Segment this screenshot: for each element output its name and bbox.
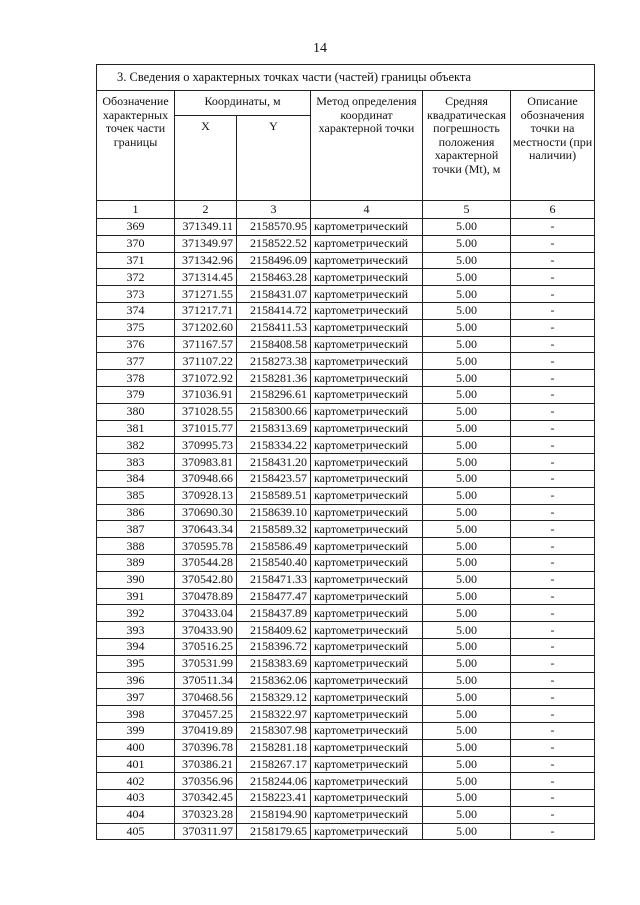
point-id-cell: 383 (97, 454, 175, 471)
point-id-cell: 386 (97, 504, 175, 521)
point-id-cell: 401 (97, 756, 175, 773)
point-id-cell: 384 (97, 470, 175, 487)
description-cell: - (511, 538, 595, 555)
x-coord-cell: 371167.57 (175, 336, 237, 353)
error-cell: 5.00 (423, 722, 511, 739)
y-coord-cell: 2158589.51 (237, 487, 311, 504)
point-id-cell: 382 (97, 437, 175, 454)
column-number: 3 (237, 201, 311, 219)
y-coord-cell: 2158408.58 (237, 336, 311, 353)
description-cell: - (511, 655, 595, 672)
method-cell: картометрический (311, 622, 423, 639)
y-coord-cell: 2158300.66 (237, 403, 311, 420)
error-cell: 5.00 (423, 437, 511, 454)
y-coord-cell: 2158307.98 (237, 722, 311, 739)
description-cell: - (511, 806, 595, 823)
table-row (97, 470, 595, 487)
header-description: Описание обозначения точки на местности (при наличии) (511, 91, 595, 201)
section-title: 3. Сведения о характерных точках части (частей) границы объекта (97, 65, 595, 91)
x-coord-cell: 370433.04 (175, 605, 237, 622)
table-row (97, 269, 595, 286)
description-cell: - (511, 437, 595, 454)
x-coord-cell: 370544.28 (175, 554, 237, 571)
point-id-cell: 376 (97, 336, 175, 353)
point-id-cell: 369 (97, 219, 175, 236)
error-cell: 5.00 (423, 571, 511, 588)
method-cell: картометрический (311, 302, 423, 319)
table-row (97, 336, 595, 353)
table-row (97, 806, 595, 823)
description-cell: - (511, 319, 595, 336)
error-cell: 5.00 (423, 454, 511, 471)
method-cell: картометрический (311, 706, 423, 723)
description-cell: - (511, 487, 595, 504)
description-cell: - (511, 386, 595, 403)
error-cell: 5.00 (423, 353, 511, 370)
description-cell: - (511, 370, 595, 387)
method-cell: картометрический (311, 806, 423, 823)
point-id-cell: 390 (97, 571, 175, 588)
y-coord-cell: 2158522.52 (237, 235, 311, 252)
description-cell: - (511, 336, 595, 353)
y-coord-cell: 2158463.28 (237, 269, 311, 286)
table-row (97, 655, 595, 672)
y-coord-cell: 2158322.97 (237, 706, 311, 723)
table-row (97, 403, 595, 420)
x-coord-cell: 371342.96 (175, 252, 237, 269)
x-coord-cell: 370433.90 (175, 622, 237, 639)
description-cell: - (511, 252, 595, 269)
description-cell: - (511, 504, 595, 521)
y-coord-cell: 2158411.53 (237, 319, 311, 336)
x-coord-cell: 370948.66 (175, 470, 237, 487)
description-cell: - (511, 790, 595, 807)
header-y: Y (237, 116, 311, 201)
description-cell: - (511, 773, 595, 790)
error-cell: 5.00 (423, 252, 511, 269)
x-coord-cell: 370516.25 (175, 638, 237, 655)
error-cell: 5.00 (423, 420, 511, 437)
column-number: 6 (511, 201, 595, 219)
table-row (97, 437, 595, 454)
error-cell: 5.00 (423, 487, 511, 504)
description-cell: - (511, 269, 595, 286)
description-cell: - (511, 588, 595, 605)
table-row (97, 622, 595, 639)
table-row (97, 487, 595, 504)
x-coord-cell: 370511.34 (175, 672, 237, 689)
error-cell: 5.00 (423, 235, 511, 252)
y-coord-cell: 2158570.95 (237, 219, 311, 236)
error-cell: 5.00 (423, 806, 511, 823)
description-cell: - (511, 706, 595, 723)
y-coord-cell: 2158586.49 (237, 538, 311, 555)
description-cell: - (511, 286, 595, 303)
method-cell: картометрический (311, 454, 423, 471)
x-coord-cell: 371015.77 (175, 420, 237, 437)
y-coord-cell: 2158431.20 (237, 454, 311, 471)
x-coord-cell: 371349.11 (175, 219, 237, 236)
table-row (97, 756, 595, 773)
method-cell: картометрический (311, 554, 423, 571)
y-coord-cell: 2158414.72 (237, 302, 311, 319)
x-coord-cell: 371314.45 (175, 269, 237, 286)
error-cell: 5.00 (423, 521, 511, 538)
method-cell: картометрический (311, 353, 423, 370)
x-coord-cell: 370995.73 (175, 437, 237, 454)
error-cell: 5.00 (423, 689, 511, 706)
point-id-cell: 398 (97, 706, 175, 723)
y-coord-cell: 2158273.38 (237, 353, 311, 370)
table-row (97, 538, 595, 555)
method-cell: картометрический (311, 689, 423, 706)
method-cell: картометрический (311, 739, 423, 756)
method-cell: картометрический (311, 252, 423, 269)
table-row (97, 689, 595, 706)
table-row (97, 823, 595, 840)
table-row (97, 454, 595, 471)
point-id-cell: 403 (97, 790, 175, 807)
point-id-cell: 372 (97, 269, 175, 286)
y-coord-cell: 2158396.72 (237, 638, 311, 655)
table-row (97, 722, 595, 739)
method-cell: картометрический (311, 420, 423, 437)
y-coord-cell: 2158281.36 (237, 370, 311, 387)
table-row (97, 386, 595, 403)
x-coord-cell: 371349.97 (175, 235, 237, 252)
y-coord-cell: 2158313.69 (237, 420, 311, 437)
table-row (97, 319, 595, 336)
table-row (97, 420, 595, 437)
point-id-cell: 402 (97, 773, 175, 790)
method-cell: картометрический (311, 605, 423, 622)
table-row (97, 219, 595, 236)
y-coord-cell: 2158296.61 (237, 386, 311, 403)
error-cell: 5.00 (423, 370, 511, 387)
header-method: Метод определения координат характерной точки (311, 91, 423, 201)
description-cell: - (511, 470, 595, 487)
point-id-cell: 379 (97, 386, 175, 403)
description-cell: - (511, 622, 595, 639)
method-cell: картометрический (311, 588, 423, 605)
y-coord-cell: 2158639.10 (237, 504, 311, 521)
y-coord-cell: 2158540.40 (237, 554, 311, 571)
point-id-cell: 399 (97, 722, 175, 739)
error-cell: 5.00 (423, 470, 511, 487)
x-coord-cell: 370457.25 (175, 706, 237, 723)
description-cell: - (511, 672, 595, 689)
error-cell: 5.00 (423, 302, 511, 319)
error-cell: 5.00 (423, 269, 511, 286)
method-cell: картометрический (311, 386, 423, 403)
description-cell: - (511, 823, 595, 840)
description-cell: - (511, 521, 595, 538)
error-cell: 5.00 (423, 554, 511, 571)
table-row (97, 521, 595, 538)
x-coord-cell: 371271.55 (175, 286, 237, 303)
x-coord-cell: 370595.78 (175, 538, 237, 555)
point-id-cell: 389 (97, 554, 175, 571)
x-coord-cell: 371072.92 (175, 370, 237, 387)
description-cell: - (511, 739, 595, 756)
method-cell: картометрический (311, 773, 423, 790)
x-coord-cell: 370531.99 (175, 655, 237, 672)
error-cell: 5.00 (423, 739, 511, 756)
point-id-cell: 395 (97, 655, 175, 672)
description-cell: - (511, 605, 595, 622)
error-cell: 5.00 (423, 655, 511, 672)
method-cell: картометрический (311, 487, 423, 504)
x-coord-cell: 370396.78 (175, 739, 237, 756)
point-id-cell: 391 (97, 588, 175, 605)
x-coord-cell: 371028.55 (175, 403, 237, 420)
error-cell: 5.00 (423, 538, 511, 555)
header-point: Обозначение характерных точек части границы (97, 91, 175, 201)
point-id-cell: 378 (97, 370, 175, 387)
x-coord-cell: 370342.45 (175, 790, 237, 807)
method-cell: картометрический (311, 403, 423, 420)
method-cell: картометрический (311, 235, 423, 252)
description-cell: - (511, 722, 595, 739)
x-coord-cell: 370928.13 (175, 487, 237, 504)
table-row (97, 286, 595, 303)
point-id-cell: 394 (97, 638, 175, 655)
error-cell: 5.00 (423, 773, 511, 790)
column-number: 4 (311, 201, 423, 219)
table-row (97, 252, 595, 269)
method-cell: картометрический (311, 638, 423, 655)
method-cell: картометрический (311, 722, 423, 739)
table-row (97, 672, 595, 689)
error-cell: 5.00 (423, 605, 511, 622)
table-body (97, 219, 595, 840)
y-coord-cell: 2158437.89 (237, 605, 311, 622)
x-coord-cell: 370311.97 (175, 823, 237, 840)
method-cell: картометрический (311, 790, 423, 807)
table-row (97, 504, 595, 521)
method-cell: картометрический (311, 672, 423, 689)
description-cell: - (511, 689, 595, 706)
point-id-cell: 400 (97, 739, 175, 756)
y-coord-cell: 2158471.33 (237, 571, 311, 588)
point-id-cell: 387 (97, 521, 175, 538)
description-cell: - (511, 353, 595, 370)
point-id-cell: 396 (97, 672, 175, 689)
method-cell: картометрический (311, 504, 423, 521)
point-id-cell: 370 (97, 235, 175, 252)
method-cell: картометрический (311, 370, 423, 387)
y-coord-cell: 2158496.09 (237, 252, 311, 269)
point-id-cell: 404 (97, 806, 175, 823)
x-coord-cell: 371107.22 (175, 353, 237, 370)
table-row (97, 370, 595, 387)
method-cell: картометрический (311, 219, 423, 236)
table-row (97, 739, 595, 756)
table-row (97, 571, 595, 588)
header-coords: Координаты, м (175, 91, 311, 116)
error-cell: 5.00 (423, 319, 511, 336)
table-row (97, 588, 595, 605)
table-row (97, 302, 595, 319)
table-row (97, 353, 595, 370)
error-cell: 5.00 (423, 386, 511, 403)
error-cell: 5.00 (423, 588, 511, 605)
method-cell: картометрический (311, 756, 423, 773)
y-coord-cell: 2158244.06 (237, 773, 311, 790)
column-number: 1 (97, 201, 175, 219)
error-cell: 5.00 (423, 219, 511, 236)
method-cell: картометрический (311, 437, 423, 454)
error-cell: 5.00 (423, 823, 511, 840)
description-cell: - (511, 420, 595, 437)
method-cell: картометрический (311, 521, 423, 538)
point-id-cell: 380 (97, 403, 175, 420)
column-number: 5 (423, 201, 511, 219)
table-row (97, 605, 595, 622)
column-number: 2 (175, 201, 237, 219)
error-cell: 5.00 (423, 706, 511, 723)
y-coord-cell: 2158383.69 (237, 655, 311, 672)
y-coord-cell: 2158431.07 (237, 286, 311, 303)
x-coord-cell: 370323.28 (175, 806, 237, 823)
error-cell: 5.00 (423, 504, 511, 521)
point-id-cell: 388 (97, 538, 175, 555)
x-coord-cell: 370643.34 (175, 521, 237, 538)
description-cell: - (511, 219, 595, 236)
table-row (97, 790, 595, 807)
table-row (97, 773, 595, 790)
description-cell: - (511, 571, 595, 588)
table-row (97, 554, 595, 571)
y-coord-cell: 2158179.65 (237, 823, 311, 840)
error-cell: 5.00 (423, 756, 511, 773)
x-coord-cell: 370356.96 (175, 773, 237, 790)
description-cell: - (511, 638, 595, 655)
x-coord-cell: 370468.56 (175, 689, 237, 706)
error-cell: 5.00 (423, 622, 511, 639)
x-coord-cell: 370478.89 (175, 588, 237, 605)
y-coord-cell: 2158194.90 (237, 806, 311, 823)
description-cell: - (511, 403, 595, 420)
y-coord-cell: 2158589.32 (237, 521, 311, 538)
y-coord-cell: 2158281.18 (237, 739, 311, 756)
method-cell: картометрический (311, 538, 423, 555)
y-coord-cell: 2158423.57 (237, 470, 311, 487)
error-cell: 5.00 (423, 672, 511, 689)
method-cell: картометрический (311, 571, 423, 588)
point-id-cell: 392 (97, 605, 175, 622)
error-cell: 5.00 (423, 286, 511, 303)
point-id-cell: 385 (97, 487, 175, 504)
x-coord-cell: 370386.21 (175, 756, 237, 773)
point-id-cell: 393 (97, 622, 175, 639)
x-coord-cell: 371202.60 (175, 319, 237, 336)
page-number: 14 (313, 41, 327, 56)
error-cell: 5.00 (423, 403, 511, 420)
method-cell: картометрический (311, 286, 423, 303)
point-id-cell: 405 (97, 823, 175, 840)
x-coord-cell: 370542.80 (175, 571, 237, 588)
y-coord-cell: 2158329.12 (237, 689, 311, 706)
method-cell: картометрический (311, 823, 423, 840)
point-id-cell: 377 (97, 353, 175, 370)
method-cell: картометрический (311, 269, 423, 286)
method-cell: картометрический (311, 319, 423, 336)
table-row (97, 235, 595, 252)
description-cell: - (511, 454, 595, 471)
x-coord-cell: 371217.71 (175, 302, 237, 319)
description-cell: - (511, 554, 595, 571)
description-cell: - (511, 302, 595, 319)
point-id-cell: 374 (97, 302, 175, 319)
x-coord-cell: 371036.91 (175, 386, 237, 403)
x-coord-cell: 370419.89 (175, 722, 237, 739)
point-id-cell: 397 (97, 689, 175, 706)
header-error: Средняя квадратическая погрешность положения характерной точки (Mt), м (423, 91, 511, 201)
point-id-cell: 381 (97, 420, 175, 437)
error-cell: 5.00 (423, 790, 511, 807)
y-coord-cell: 2158409.62 (237, 622, 311, 639)
error-cell: 5.00 (423, 638, 511, 655)
y-coord-cell: 2158267.17 (237, 756, 311, 773)
y-coord-cell: 2158334.22 (237, 437, 311, 454)
table-row (97, 638, 595, 655)
description-cell: - (511, 756, 595, 773)
point-id-cell: 371 (97, 252, 175, 269)
error-cell: 5.00 (423, 336, 511, 353)
method-cell: картометрический (311, 470, 423, 487)
table-row (97, 706, 595, 723)
y-coord-cell: 2158477.47 (237, 588, 311, 605)
x-coord-cell: 370983.81 (175, 454, 237, 471)
y-coord-cell: 2158223.41 (237, 790, 311, 807)
y-coord-cell: 2158362.06 (237, 672, 311, 689)
x-coord-cell: 370690.30 (175, 504, 237, 521)
boundary-points-table (96, 64, 595, 840)
description-cell: - (511, 235, 595, 252)
method-cell: картометрический (311, 336, 423, 353)
point-id-cell: 373 (97, 286, 175, 303)
header-x: X (175, 116, 237, 201)
method-cell: картометрический (311, 655, 423, 672)
point-id-cell: 375 (97, 319, 175, 336)
